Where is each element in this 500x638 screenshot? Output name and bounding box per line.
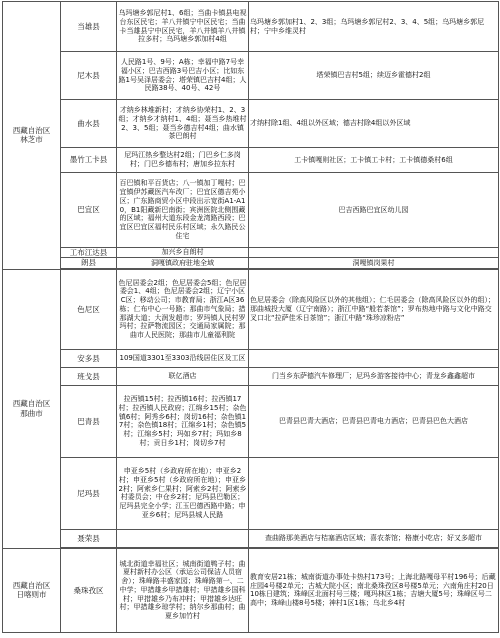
high-risk-cell: 色尼居委会2组；色尼居委会5组；色尼居委会1、4组；色尼居委会2组；辽宁小区C区；移动公司；市教育局；浙江A区36栋；仁布中心一号路；那曲市气象局；措那湖大道；大润发超市；罗玛镇人民村罗玛村；拉萨物流园区；交通局家属院；那曲市人民医院；那曲市儿童福利院 <box>117 269 249 349</box>
county-name: 班戈县 <box>61 367 117 385</box>
high-risk-cell: 乌玛塘乡郭尼村1、6组；当曲卡镇县电视台东区民宅；羊八井镇宁中区民宅；当曲卡当雄县宁中区民宅，羊八井镇羊八井镇拉多村；乌玛塘乡郭加村4组 <box>117 2 249 52</box>
county-name: 安多县 <box>61 349 117 367</box>
mid-risk-cell: 色尼居委会（除高风险区以外的其他组）；仁毛居委会（除高风险区以外的组）；那曲城投大厦（辽宁南路）；浙江中路“般若茶馆”；罗布热地中路与文化中路交叉口北“拉萨佳禾日茶馆”；浙江中路“珠珍凉粉店” <box>249 269 499 349</box>
county-name: 巴青县 <box>61 385 117 457</box>
mid-risk-cell: 才纳村除1组、4组以外区域；德吉村除4组以外区域 <box>249 100 499 148</box>
county-name: 墨竹工卡县 <box>61 148 117 173</box>
high-risk-cell: 加兴乡自朗村 <box>117 248 249 258</box>
high-risk-cell: 申亚乡5村（乡政府所在地）；申亚乡2村；申亚乡5村（乡政府所在地）；申亚乡2村；阿索乡仁果村；阿索乡2村；阿索乡村委员会；中仓乡2村；尼玛县巴勒区；尼玛县完全小学；江玉巴德西路中路；申亚乡6村；尼玛县城人民路 <box>117 457 249 529</box>
high-risk-cell: 109国道3301至3303沿线居住区及工区 <box>117 349 249 367</box>
high-risk-cell: 联亿酒店 <box>117 367 249 385</box>
county-name: 聂荣县 <box>61 529 117 547</box>
region-linzhi: 西藏自治区 林芝市 <box>3 2 61 270</box>
mid-risk-cell: 工卡镇嘎则社区；工卡镇工卡村；工卡镇德桑村6组 <box>249 148 499 173</box>
county-name: 当雄县 <box>61 2 117 52</box>
mid-risk-cell <box>249 457 499 529</box>
county-name: 桑珠孜区 <box>61 548 117 632</box>
county-name: 朗县 <box>61 258 117 268</box>
high-risk-cell: 才纳乡林堆新村；才纳乡协荣村1、2、3组；才纳乡才纳村1、4组；聂当乡热堆村2、3、5组；聂当乡德吉村4组；曲水镇茶巴朗村 <box>117 100 249 148</box>
county-name: 巴宜区 <box>61 173 117 248</box>
high-risk-cell: 人民路1号、9号；A栋；幸福中路7号幸福小区；巴吉西路3号巴吉小区；比如东路1号吴泽居委会；塔荣镇巴吉村4组；人民路38号、40号、42号 <box>117 52 249 100</box>
mid-risk-cell <box>249 349 499 367</box>
high-risk-cell <box>117 529 249 547</box>
mid-risk-cell: 查曲路那美酒店与桔塞酒店区域；喜农茶馆；格康小吃店；好又多超市 <box>249 529 499 547</box>
mid-risk-cell: 巴吉西路巴宜区幼儿园 <box>249 173 499 248</box>
county-name: 尼木县 <box>61 52 117 100</box>
high-risk-cell: 百巴镇和平百货店；八一镇加丁嘎村；巴宜镇伊苏藏医汽车改厂；巴宜区德吉苑小区；广东路商贸小区中段出示宽街A1-A10，B1阳藏新巴南街；宾洲医院北侧围藏的区域；福州大道东段金龙湾路西段；巴宜区巴宜区福村民乐村区域；永久路民公住宅 <box>117 173 249 248</box>
risk-area-table <box>2 1 499 633</box>
county-name: 工布江达县 <box>61 248 117 258</box>
county-name: 曲水县 <box>61 100 117 148</box>
mid-risk-cell: 巴青县巴青大酒店；巴青县巴青电力酒店；巴青县巴色大酒店 <box>249 385 499 457</box>
mid-risk-cell: 门当乡东萨德汽车修理厂；尼玛乡游客接待中心；青龙乡鑫鑫超市 <box>249 367 499 385</box>
county-name: 色尼区 <box>61 269 117 349</box>
county-name: 尼玛县 <box>61 457 117 529</box>
region-rikaze: 西藏自治区 日喀则市 <box>3 548 61 632</box>
region-naqu: 西藏自治区 那曲市 <box>3 269 61 548</box>
mid-risk-cell <box>249 248 499 258</box>
high-risk-cell: 尼玛江热乡整达村2组；门巴乡仁多岗村；门巴乡德布村；唐加乡拉东村 <box>117 148 249 173</box>
mid-risk-cell: 洞嘎镇岗果村 <box>249 258 499 268</box>
high-risk-cell: 洞嘎镇政府驻地全域 <box>117 258 249 268</box>
mid-risk-cell: 塔荣镇巴吉村5组；续迈乡霍德村2组 <box>249 52 499 100</box>
high-risk-cell: 拉西镇15村；拉西镇16村；拉西镇17村；拉西镇人民政府；江绵乡15村；杂色镇6村；阿秀乡6村；岗切16村；杂色镇17村；杂色镇18村；江绵乡1村；杂色镇5村；江绵乡5村；玛如乡7村；玛如乡8村；贡日乡1村；岗切乡7村 <box>117 385 249 457</box>
mid-risk-cell: 乌玛塘乡郭加村1、2、3组；乌玛塘乡郭尼村2、3、4、5组；乌玛塘乡郭尼村；宁中乡维灵村 <box>249 2 499 52</box>
high-risk-cell: 城北街道幸福社区；城南街道鸭子村；曲夏村新村办公区（承运公司保洁人员宿舍）；珠峰路丰盛家园；珠峰路第一、二中学；甲措雄乡甲措雄村；甲措雄乡国科村；甲措雄乡乃布冲村；甲措雄乡达旺村；甲措雄乡琼学村；纳尔乡那曲村；曲夏乡加竹村 <box>117 548 249 632</box>
mid-risk-cell: 教育安居21栋；城南街道办事处卡热村173号；上海北路嘎母平村196号；后藏庄园4号楼2单元；古城大院小区；南北桑珠孜区8号楼5单元；六南角庄村20日10栋日建筑；珠峰区北面村号三楼；嘎玛林区1栋；吉塘大厦5号；珠峰区号二高中；珠峰山楼8号5楼；神村1区1栋；乌北乡4村 <box>249 548 499 632</box>
